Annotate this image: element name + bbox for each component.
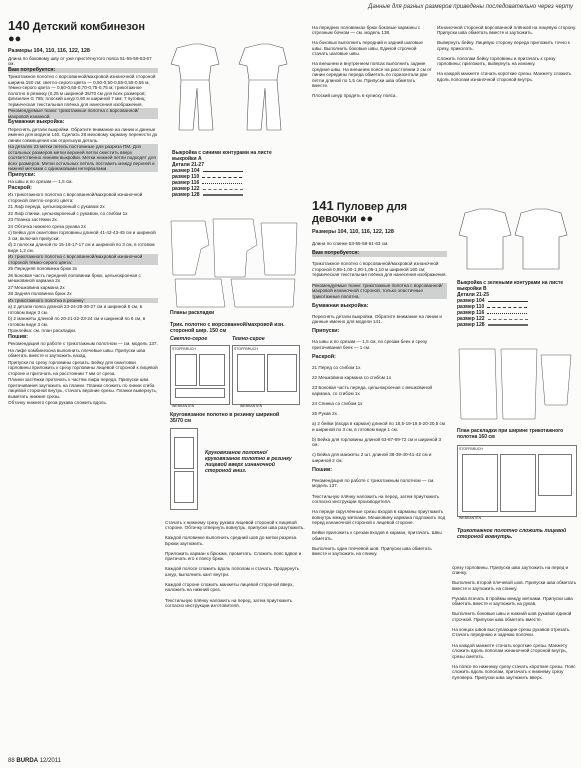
sewing-step: Стачать к нижнему срезу рукава лицевой стороной к лицевой стороне. Обтачку отвернуть вовнутрь, припуски шва разутюжить. — [165, 519, 305, 531]
sewing-step: На каждой манжете стачать короткие срезы. Манжету сложить вдоль пополам изнаночной стороной внутрь, срезы сметать. — [452, 642, 568, 659]
pattern-text-2: На деталях 23 метки петель постоянные для разреза ПМ. Для остальных размеров метки верхней петли сместить вверх соответственно линиям выкройки. Метки нижней петли подходят для всех размеров. Метки остальных петель поставить между верхней и нижней метками с одинаковыми интервалами. — [8, 144, 158, 172]
pattern-heading: Бумажная выкройка: — [8, 119, 65, 125]
legend-title: Выкройка с синими контурами на листе выкройки А — [172, 150, 272, 162]
sewing-step: Выполнить один плечевой шов. Припуски шва обметать вместе и заутюжить на спинку. — [312, 545, 432, 557]
sewing-step: Выполнить боковые швы и нижний шов рукавов единой строчкой. Припуски шва обметать вместе. — [452, 611, 572, 622]
selvage-label: WEBKANTEN — [240, 404, 263, 408]
sizes: Размеры 104, 110, 116, 122, 128 — [8, 48, 90, 54]
sewing-step: На лифе комбинезона выполнить плечевые швы. Припуски шва обметать вместе и заутюжить назад. — [8, 347, 146, 358]
cut-item: b) 2 манжеты длиной по 20-21-22-23-24 см и шириной по 6 см, в готовом виде 3 см. — [8, 316, 146, 327]
cut-item: а) 2 бейки (входа в карман) длиной по 18,5-19-19,5-20-20,5 см и шириной по 3 см, в готовом виде 1 см. — [312, 421, 445, 432]
model-141-column — [312, 200, 447, 740]
layout-plans-title: Планы раскладки — [170, 310, 215, 316]
model-140-column — [8, 20, 158, 740]
sewing-step: Каждой полосе сложить вдоль пополам и стачать. Продернуть шнур, выполнить кант внутри. — [165, 566, 300, 577]
cut-item: d) 2 полоски длиной по 15-16-17-17 см и шириной по 3 см, в готовом виде 1,2 см. — [8, 242, 155, 253]
sewing-step: Каждой стороне сложить манжеты лицевой стороной вверх, наложить на нижний срез. — [165, 581, 294, 593]
cut-item: с) Бейка для манжеты 2 шт. длиной 38-39-40-41-42 см и шириной 2 см. — [312, 452, 432, 463]
sewing-step: Текстильную плёнку наложить на перед, затем приутюжить согласно инструкции производителя. — [312, 493, 440, 505]
sewing-step: Припуски по срезу горловины срезать. Бейку для окантовки горловины приложить к срезу горловины лицевой стороной к лицевой стороне и притачать на расстоянии 7 мм от среза. — [8, 359, 158, 376]
sewing-step: Приложить карман к брюкам, прометать. Сложить пояс вдвое и притачать его к поясу брюк. — [165, 550, 302, 562]
fold-label: STOFFBRUCH — [234, 347, 258, 351]
legend-line — [488, 301, 528, 302]
sewing-heading: Пошив: — [8, 333, 29, 340]
allowances-heading: Припуски: — [312, 328, 340, 335]
legend-line — [202, 183, 242, 184]
legend-line — [488, 324, 528, 326]
bottom-right-text — [452, 560, 577, 740]
sewing-step: Сложить пополам бейку горловины и притачать к срезу горловины; приложить, вывернуть на изнанку. — [437, 55, 556, 67]
model-number: 140 — [8, 20, 30, 33]
legend-size-row — [172, 192, 282, 198]
sizes: Размеры 104, 110, 116, 122, 128 — [312, 229, 394, 236]
allowances-text: На швы и по срезам — 1,5 см, по срезам беек и срезу притачивания беек — 1 см. — [312, 339, 428, 350]
recommended-fabrics: Рекомендуемые ткани: трикотажные полотна с ворсованной/махровой изнаночной стороной, только эластичные трикотажные полотна. — [312, 283, 447, 300]
length: Длина по боковому шву от уже пристёгнутого пояса 51-55-59-63-67 см. — [8, 55, 152, 66]
magazine-name: BURDA — [16, 758, 39, 764]
sewing-step: Изнаночной стороной ворсованной плёнкой на лицевую сторону. Припуски шва обметать вместе и заутюжить. — [437, 24, 577, 36]
issue-number: 12/2011 — [39, 758, 61, 764]
legend-line — [203, 171, 243, 172]
legend-size-row — [457, 322, 567, 328]
materials-heading: Вам потребуется: — [8, 68, 158, 74]
sewing-step: срезу горловины. Припуски шва заутюжить на перед и спинку. — [452, 564, 569, 576]
model-141-title — [312, 200, 447, 225]
sewing-step: Рукава втачать в проймы между метками. Припуски шва обметать вместе и заутюжить на рукав. — [452, 595, 573, 607]
sewing-text: Рекомендация по работе с трикотажным полотном — см. модель 137. — [8, 341, 158, 346]
legend-size: размер 128 — [172, 192, 200, 198]
cut-item: 26 Боковая часть передней половинки брюк, цельнокроеная с мешковиной кармана 2x — [8, 272, 141, 283]
model-number: 141 — [312, 200, 334, 213]
cut-item: 28 Задняя половинка брюк 2x — [8, 291, 72, 296]
materials-text: Трикотажное полотно с ворсованной/махровой изнаночной стороной 0,95-1,00-1,00-1,05-1,10 м шириной 160 см; термическая текстильная плёнка для нанесения изображения. — [312, 261, 447, 278]
legend-size: размер 122 — [457, 316, 485, 322]
legend-line — [488, 319, 528, 320]
legend-size: размер 104 — [172, 168, 200, 174]
cutting-heading: Раскрой: — [312, 354, 336, 361]
interfacing-note: Проклейка: см. план раскладки. — [8, 328, 77, 333]
page-number: 88 — [8, 758, 15, 764]
cutting-heading: Раскрой: — [8, 184, 32, 191]
pattern-heading: Бумажная выкройка: — [312, 302, 369, 309]
length: Длина по спинке 53-55-58-61-63 см. — [312, 241, 389, 247]
legend-line — [487, 307, 527, 308]
cut-item: Из трикотажного полотна с ворсованной/махровой изнаночной стороной тёмно-серого цвета: — [8, 254, 158, 265]
sewing-step: На передних половинках брюк боковые карманы с отрезным бочком — см. модель 138. — [312, 24, 421, 36]
pattern-legend-a — [172, 150, 282, 198]
pullover-layout-caption: Трикотажное полотно сложить лицевой стороной вовнутрь. — [457, 528, 567, 540]
pullover-layout-title: План раскладки при ширине трикотажного полотна 160 см — [457, 428, 564, 440]
sewing-step: Бейки приложить к срезам входов в карман, притачать. Швы обметать. — [312, 530, 442, 541]
cut-item: а) 2 детали пояса длиной 23-24-25-26-27 см и шириной 6 см, в готовом виде 3 см. — [8, 304, 143, 315]
sewing-step: Текстильную плёнку наложить на перед, затем приутюжить согласно инструкции изготовителя. — [165, 597, 293, 609]
legend-line — [203, 189, 243, 190]
sewing-step: Обтачку нижнего среза рукава сложить вдоль. — [8, 400, 108, 405]
legend-title: Выкройка с зелеными контурами на листе выкройки В — [457, 280, 564, 292]
layout-rib-knit — [170, 428, 198, 510]
legend-line — [487, 313, 527, 314]
legend-parts: Детали 21-25 — [457, 292, 489, 298]
sewing-heading: Пошив: — [312, 466, 333, 473]
fabric-1-light: Светло-серое — [170, 336, 208, 342]
allowances-heading: Припуски: — [8, 171, 36, 178]
selvage-label: WEBKANTEN — [172, 404, 195, 408]
legend-size: размер 104 — [457, 298, 485, 304]
legend-size: размер 110 — [172, 174, 200, 180]
materials-text: Трикотажное полотно с ворсованной/махровой изнаночной стороной ширина 150 см: светло-серого цвета — 0,50-0,50-0,55-0,55-0,55 м, тёмно-серого цвета — 0,60-0,65-0,70-0,75-0,75 м; трикотажное полотно в резинку (0,25 м шириной 35/70 см для всех размеров; флизелин G 785; плоский шнур 0,60 м шириной 7 мм; 7 пуговиц; термическая текстильная плёнка для нанесения изображения. — [8, 74, 156, 107]
pullover-pattern-pieces — [455, 345, 575, 425]
recommended-fabrics: Рекомендуемые ткани: трикотажные полотна с ворсованной/махровой изнанкой. — [8, 108, 158, 119]
fabric-1-label: Трик. полотно с ворсованной/махровой изн. стороной шир. 150 см — [170, 322, 285, 334]
pullover-layout — [457, 445, 577, 517]
cut-item: 27 Мешковина кармана 2x — [8, 284, 65, 290]
jumpsuit-sketch — [165, 40, 305, 140]
page-footer — [8, 758, 61, 764]
legend-parts: Детали 21-27 — [172, 162, 204, 168]
sewing-step: На внешнем и внутреннем поясах выполнить задние средние швы. На внешнем поясе на расстоянии 2 см от линии середины переда обметать по горизонтали две петли длиной по 1,5 см. Припуски шва обметать вместе. — [312, 61, 432, 89]
fabric-2-label: Круговязаное полотно в резинку шириной 35/70 см — [170, 412, 280, 424]
cut-item: 21 Перед со сгибом 1x — [312, 365, 361, 371]
layout-dark-grey — [232, 345, 300, 405]
cut-item: 23 Планка застёжки 2x — [8, 217, 57, 222]
pattern-text: Переснять детали выкройки. Обратите внимание на линии и данные именно для модели 141. — [312, 313, 442, 325]
legend-size: размер 116 — [457, 310, 485, 316]
fold-label: STOFFBRUCH — [459, 447, 483, 451]
cut-item: 24 Обтачка нижнего среза рукава 2x — [8, 223, 86, 229]
cut-item: 23 Боковая часть переда, цельнокроеная с мешковиной кармана, со сгибом 1x — [312, 385, 433, 396]
sewing-step: На каждой манжете стачать короткие срезы. Манжету сложить вдоль пополам изнаночной стороной внутрь. — [437, 71, 572, 82]
materials-heading: Вам потребуется: — [312, 251, 447, 257]
allowances-text: На швы и по срезам — 1,5 см. — [8, 179, 73, 184]
legend-line — [203, 194, 243, 196]
cut-item: 25 Рукав 2x — [312, 411, 337, 416]
header-tagline: Данные для разных размеров приведены последовательно через черту — [368, 4, 573, 10]
pattern-text: Переснять детали выкройки. Обратите внимание на линии и данные именно для модели 140. Сделать 28 меховому карману перенести до линии совмещения как отдельную деталь. — [8, 126, 158, 143]
model-name: Пуловер для девочки ●● — [312, 201, 408, 225]
selvage-label: WEBKANTEN — [459, 516, 482, 520]
sewing-step: На поясе по нижнему срезу стачать короткие срезы. Пояс сложить вдоль пополам, притачать к нижнему срезу пуловера. Припуски шва заутюжить вверх. — [452, 663, 576, 680]
sewing-step: На переде скруглённые срезы входов в карманы приутюжить вовнутрь между метками. Мешковину кармана подложить под перед изнаночной стороной к лицевой стороне. — [312, 509, 446, 526]
cut-item: 22 Мешковина кармана со сгибом 1x — [312, 375, 391, 381]
legend-size: размер 116 — [172, 180, 200, 186]
cut-item: 25 Передняя половинка брюк 2x — [8, 266, 78, 271]
fabric-2-caption: Круговязаное полотно/ круговязаное полотно в резинку лицевой вверх изнаночной стороной вниз. — [205, 450, 292, 474]
cut-item: Из трикотажного полотна с ворсованной/махровой изнаночной стороной светло-серого цвета: — [8, 192, 143, 203]
sewing-step: Выполнить второй плечевой шов. Припуски шва обметать вместе и заутюжить на спинку. — [452, 580, 577, 591]
cut-item: Из трикотажного полотна в резинку: — [8, 298, 158, 304]
fabric-1-dark: Темно-серое — [232, 336, 265, 342]
center-text-block — [165, 515, 305, 725]
cut-item: 24 Спинка со сгибом 1x — [312, 400, 363, 406]
pullover-sketch — [455, 205, 575, 275]
sewing-step: На боковых выполнить передний и задний шаговые швы. Выполнить боковые швы. Единой строчкой стачать шаговые швы. — [312, 40, 423, 57]
sewing-text: Рекомендация по работе с трикотажным полотном — см. модель 137. — [312, 477, 435, 489]
fold-label: STOFFBRUCH — [172, 347, 196, 351]
sewing-step: Каждой половинке выполнить средний шов до метки разреза. Брюки заутюжить. — [165, 535, 298, 546]
sewing-step: Вывернуть бейку. Лицевую сторону переда приложить точно к срезу, приколоть. — [437, 40, 570, 51]
layout-light-grey — [170, 345, 230, 405]
pattern-legend-b — [457, 280, 567, 328]
model-name: Детский комбинезон ●● — [8, 21, 145, 45]
sewing-step: Плоский шнур продеть в кулиску пояса. — [312, 93, 397, 99]
sewing-step: Планки застёжки притачать к частям лифа переда. Припуски шва притачивания заутюжить на планки. Планки сложить по линии сгиба лицевой стороной внутрь, стачать верхние срезы. Планки вывернуть, выметать нижние срезы. — [8, 377, 158, 399]
top-right-text — [312, 20, 432, 195]
legend-size: размер 128 — [457, 322, 485, 328]
cut-item: 21 Лиф переда, цельнокроеный с рукавом 2x — [8, 204, 105, 209]
legend-size: размер 122 — [172, 186, 200, 192]
legend-line — [202, 177, 242, 178]
pattern-pieces-sketch — [165, 215, 305, 310]
cut-item: 22 Лиф спинки, цельнокроеный с рукавом, со сгибом 1x — [8, 210, 128, 216]
cut-item: с) Бейка для окантовки горловины длиной 41-42-43-45 см и шириной 3 см, включая припуски; — [8, 230, 156, 241]
model-140-title — [8, 20, 158, 45]
legend-size: размер 110 — [457, 304, 485, 310]
sewing-step: На концах швов выступающие срезы рукавов отрезать. Стачать переднюю и заднюю полочки. — [452, 626, 571, 638]
top-far-right-text — [437, 20, 577, 200]
cut-item: b) Бейка для горловины длиной 63-67-69-72 см и шириной 3 см. — [312, 436, 442, 448]
